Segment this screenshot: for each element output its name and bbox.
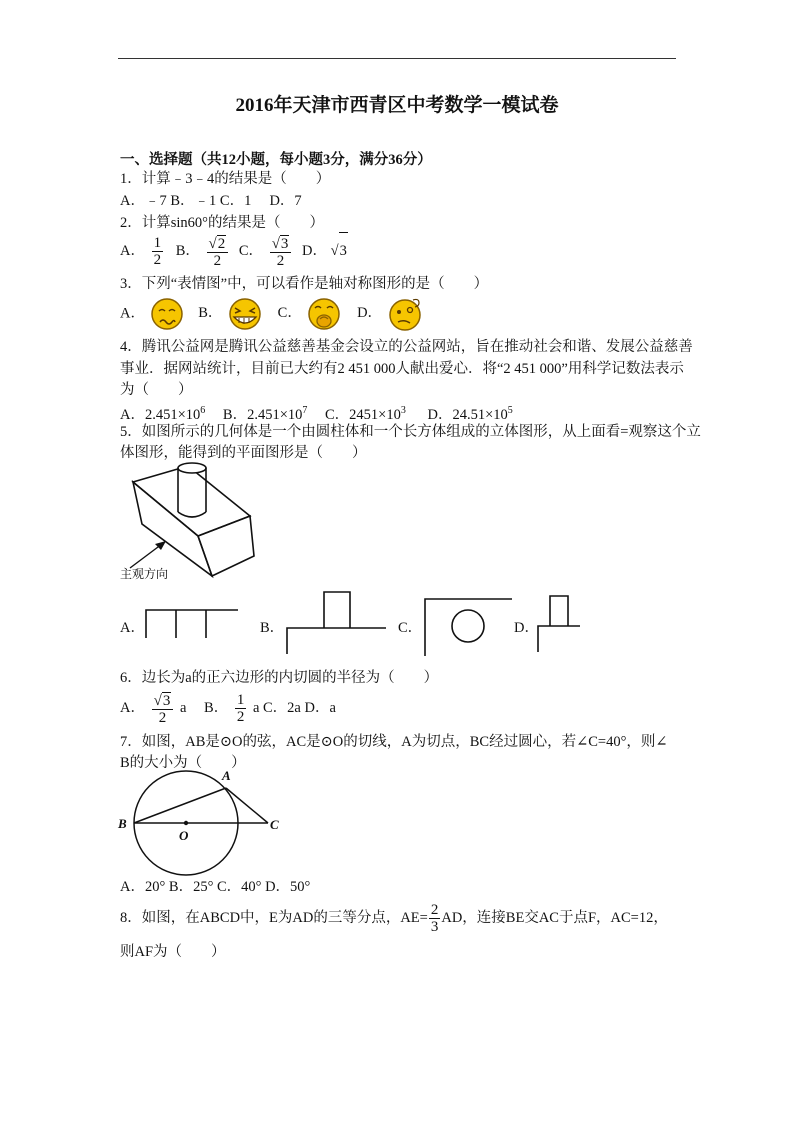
q6-a-label: A． bbox=[120, 700, 145, 716]
q3-stem: 3．下列“表情图”中，可以看作是轴对称图形的是（ ） bbox=[120, 276, 489, 292]
q5-option-c-figure bbox=[420, 596, 516, 658]
q5-option-b-figure bbox=[284, 590, 388, 656]
q3-options bbox=[120, 296, 424, 332]
q4-option-a: A．$2.451\times 10^6$ bbox=[120, 405, 206, 423]
q2-a-label: A． bbox=[120, 243, 145, 259]
q4-option-d: D．$24.51\times 10^5$ bbox=[427, 405, 513, 423]
view-direction-label: 主观方向 bbox=[120, 567, 169, 581]
point-a-label: A bbox=[222, 768, 231, 783]
q6-b-label: B． bbox=[204, 700, 229, 716]
worried-face-icon bbox=[149, 297, 185, 331]
q1-stem: 1．计算﹣3﹣4的结果是（ ） bbox=[120, 171, 331, 187]
q2-b-fraction: √ 2 2 bbox=[207, 235, 229, 269]
q2-c-fraction: √ 3 2 bbox=[270, 235, 292, 269]
header-rule bbox=[118, 58, 676, 59]
q4-option-c: C．$2451\times 10^3$ bbox=[325, 405, 406, 423]
point-o-label: O bbox=[179, 828, 189, 843]
q6-a-fraction: √ 3 2 bbox=[152, 692, 174, 726]
grinning-face-icon bbox=[226, 296, 264, 332]
q3-a-label: A． bbox=[120, 305, 145, 322]
q6-a-suffix: a bbox=[179, 700, 187, 716]
page-title: 2016年天津市西青区中考数学一模试卷 bbox=[235, 95, 559, 116]
q8-line1 bbox=[120, 900, 668, 936]
solid-figure bbox=[118, 458, 258, 582]
thinking-face-icon bbox=[305, 296, 343, 332]
circle-tangent-figure bbox=[116, 766, 286, 876]
q2-options bbox=[120, 232, 348, 269]
section-heading: 一、选择题（共12小题，每小题3分，满分36分） bbox=[120, 152, 432, 168]
q3-c-label: C． bbox=[277, 305, 302, 322]
q6-stem: 6．边长为a的正六边形的内切圆的半径为（ ） bbox=[120, 670, 439, 686]
q5-option-a-label: A． bbox=[120, 620, 145, 636]
q6-b-fraction: $\frac{1}{2}$ bbox=[236, 692, 245, 726]
q2-b-label: B． bbox=[175, 243, 200, 259]
q6-options bbox=[120, 690, 336, 726]
point-b-label: B bbox=[118, 816, 127, 831]
q7-line1: 7．如图，AB是⊙O的弦，AC是⊙O的切线，A为切点，BC经过圆心，若∠C=40°，则∠ bbox=[120, 734, 668, 750]
q2-stem: 2．计算sin60°的结果是（ ） bbox=[120, 215, 324, 231]
q5-option-d-figure bbox=[534, 594, 582, 654]
q8-fraction: $\frac{2}{3}$ bbox=[430, 902, 439, 936]
q4-option-b: B．$2.451\times 10^7$ bbox=[222, 405, 308, 423]
q8-line2: 则AF为（ ） bbox=[120, 944, 226, 960]
q5-option-c-label: C． bbox=[398, 620, 423, 636]
q3-b-label: B． bbox=[198, 305, 223, 322]
q6-remaining-options: a C．2a D．a bbox=[252, 700, 336, 716]
q5-line2: 体图形，能得到的平面图形是（ ） bbox=[120, 445, 367, 461]
point-c-label: C bbox=[270, 817, 279, 832]
q4-line1: 4．腾讯公益网是腾讯公益慈善基金会设立的公益网站，旨在推动社会和谐、发展公益慈善 bbox=[120, 339, 693, 355]
q2-d-sqrt: √ 3 bbox=[331, 232, 348, 269]
q8-stem-start: 8．如图，在ABCD中，E为AD的三等分点，AE= bbox=[120, 910, 428, 926]
q5-line1: 5．如图所示的几何体是一个由圆柱体和一个长方体组成的立体图形，从上面看=观察这个立 bbox=[120, 424, 701, 440]
q5-option-d-label: D． bbox=[514, 620, 539, 636]
q2-d-label: D． bbox=[302, 243, 328, 259]
q4-line3: 为（ ） bbox=[120, 382, 193, 398]
q5-option-b-label: B． bbox=[260, 620, 285, 636]
confused-face-icon bbox=[386, 296, 424, 332]
q2-c-label: C． bbox=[238, 243, 264, 259]
q2-a-fraction: $\frac{1}{2}$ bbox=[153, 235, 162, 269]
q3-d-label: D． bbox=[357, 305, 383, 322]
q1-options: A．﹣7 B．﹣1 C．1 D．7 bbox=[120, 193, 302, 209]
q4-line2: 事业．据网站统计，目前已大约有2 451 000人献出爱心．将“2 451 000”用科学记数法表示 bbox=[120, 361, 684, 377]
q8-stem-end: AD，连接BE交AC于点F，AC=12， bbox=[441, 910, 668, 926]
q5-option-a-figure bbox=[140, 606, 240, 644]
q7-options: A．20° B．25° C．40° D．50° bbox=[120, 879, 311, 895]
q7-line2: B的大小为（ ） bbox=[120, 755, 246, 771]
